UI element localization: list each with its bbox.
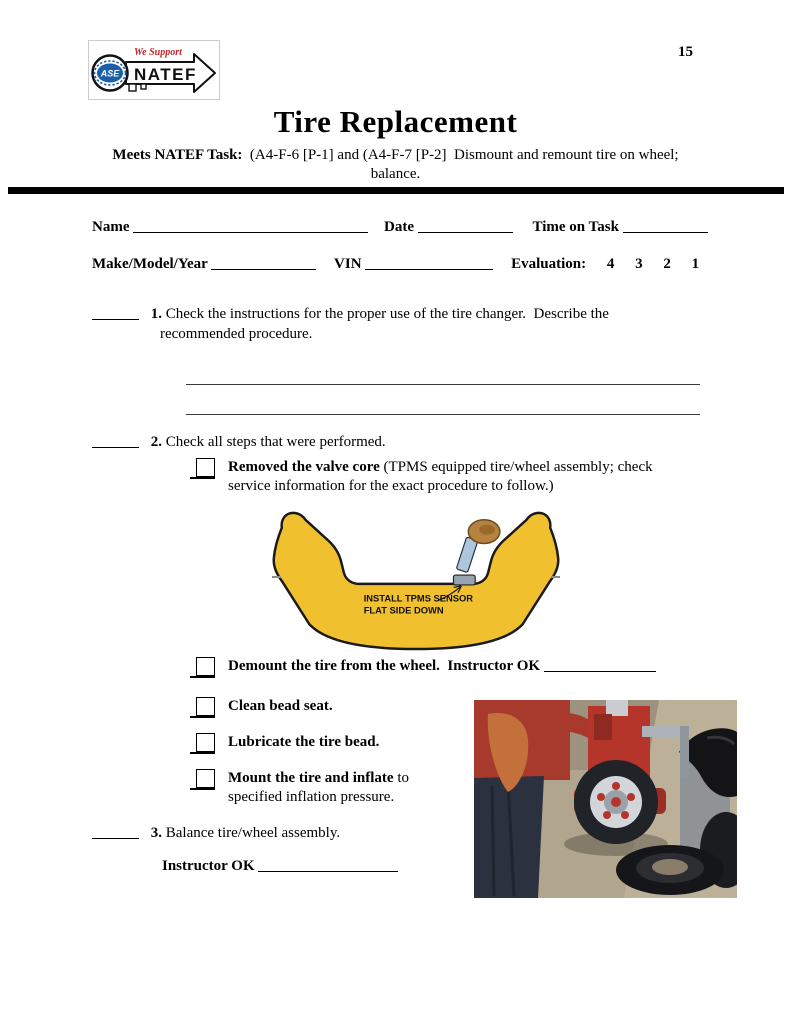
step-text-removed-valve-core (228, 458, 653, 496)
ase-text: ASE (100, 68, 120, 79)
checkbox-demount-tire[interactable] (190, 657, 215, 678)
natef-logo-graphic (88, 40, 220, 100)
time-on-task-input-line[interactable] (623, 220, 708, 233)
task-item-1 (92, 306, 609, 323)
step-text-demount (228, 657, 656, 676)
task-label: Meets NATEF Task: (112, 147, 243, 163)
checkbox-removed-valve-core[interactable] (190, 458, 215, 479)
rim-cross-section (274, 513, 559, 649)
step-clean-bead-seat (190, 697, 333, 718)
instructor-ok-label: Instructor OK (162, 858, 255, 874)
checkbox-box (196, 458, 215, 477)
vin-input-line[interactable] (365, 257, 493, 270)
task-2-text: Check all steps that were performed. (165, 434, 386, 450)
make-model-year-label: Make/Model/Year (92, 256, 208, 272)
evaluation-label: Evaluation: (511, 256, 587, 272)
name-input-line[interactable] (133, 220, 368, 233)
tire-changer-photo-graphic (474, 700, 737, 898)
task-item-3 (92, 825, 340, 842)
task-3-number: 3. (150, 825, 162, 841)
instructor-ok-row (162, 858, 398, 875)
name-label: Name (92, 219, 130, 235)
checkbox-box (196, 769, 215, 788)
natef-logo (88, 40, 220, 100)
evaluation-option-1[interactable]: 1 (691, 256, 700, 272)
step-1-line2-text: service information for the exact procedure to follow.) (228, 478, 554, 494)
step-1-regular-text: (TPMS equipped tire/wheel assembly; check (383, 459, 653, 475)
task-2-score-line[interactable] (92, 435, 139, 448)
natef-text: NATEF (134, 65, 197, 84)
rim-cross-section-graphic (268, 504, 564, 652)
tire-changer-photo (474, 700, 737, 898)
step-demount-tire (190, 657, 656, 678)
page-title: Tire Replacement (273, 104, 518, 139)
checkbox-mount-inflate[interactable] (190, 769, 215, 790)
demount-instructor-ok-line[interactable] (544, 659, 656, 672)
task-text-2: balance. (370, 166, 421, 182)
task-text: (A4-F-6 [P-1] and (A4-F-7 [P-2] Dismount and remount tire on wheel; (242, 147, 679, 163)
sensor-grommet-shade (479, 525, 495, 535)
date-input-line[interactable] (418, 220, 513, 233)
tpms-rim-diagram (268, 504, 564, 652)
step-lubricate-bead (190, 733, 379, 754)
task-3-text: Balance tire/wheel assembly. (165, 825, 341, 841)
form-row-2 (92, 256, 699, 273)
task-1-text: Check the instructions for the proper use of the tire changer. Describe the (165, 306, 609, 322)
task-1-text-line2: recommended procedure. (160, 326, 313, 342)
task-item-2 (92, 434, 386, 451)
valve-stem (456, 537, 478, 573)
task-1-number: 1. (150, 306, 162, 322)
step-3-text: Clean bead seat. (228, 698, 333, 714)
evaluation-option-4[interactable]: 4 (606, 256, 615, 272)
step-1-bold-text: Removed the valve core (228, 459, 380, 475)
natef-task-line (0, 146, 791, 184)
vin-label: VIN (334, 256, 362, 272)
checkbox-lubricate-bead[interactable] (190, 733, 215, 754)
step-5-bold-text: Mount the tire and inflate (228, 770, 394, 786)
task-1-score-line[interactable] (92, 307, 139, 320)
diagram-caption-line1: INSTALL TPMS SENSOR (363, 593, 474, 604)
checkbox-box (196, 657, 215, 676)
step-5-line2-text: specified inflation pressure. (228, 789, 395, 805)
checkbox-clean-bead-seat[interactable] (190, 697, 215, 718)
step-removed-valve-core (190, 458, 653, 496)
date-label: Date (384, 219, 414, 235)
step-mount-inflate (190, 769, 409, 807)
we-support-text: We Support (134, 47, 182, 58)
answer-line-2[interactable] (186, 414, 700, 415)
instructor-ok-line[interactable] (258, 859, 398, 872)
step-2-bold-text: Demount the tire from the wheel. Instructor OK (228, 658, 541, 674)
evaluation-option-3[interactable]: 3 (635, 256, 643, 272)
step-text-mount-inflate (228, 769, 409, 807)
form-row-1 (92, 219, 708, 236)
divider-rule (8, 187, 784, 194)
step-4-text: Lubricate the tire bead. (228, 734, 380, 750)
time-on-task-label: Time on Task (532, 219, 619, 235)
page-number: 15 (678, 44, 693, 60)
step-5-regular-text: to (397, 770, 409, 786)
task-3-score-line[interactable] (92, 826, 139, 839)
sensor-nut (453, 575, 475, 585)
checkbox-box (196, 733, 215, 752)
task-2-number: 2. (150, 434, 162, 450)
evaluation-option-2[interactable]: 2 (663, 256, 671, 272)
diagram-caption-line2: FLAT SIDE DOWN (363, 605, 444, 616)
answer-line-1[interactable] (186, 384, 700, 385)
checkbox-box (196, 697, 215, 716)
make-model-year-input-line[interactable] (211, 257, 316, 270)
